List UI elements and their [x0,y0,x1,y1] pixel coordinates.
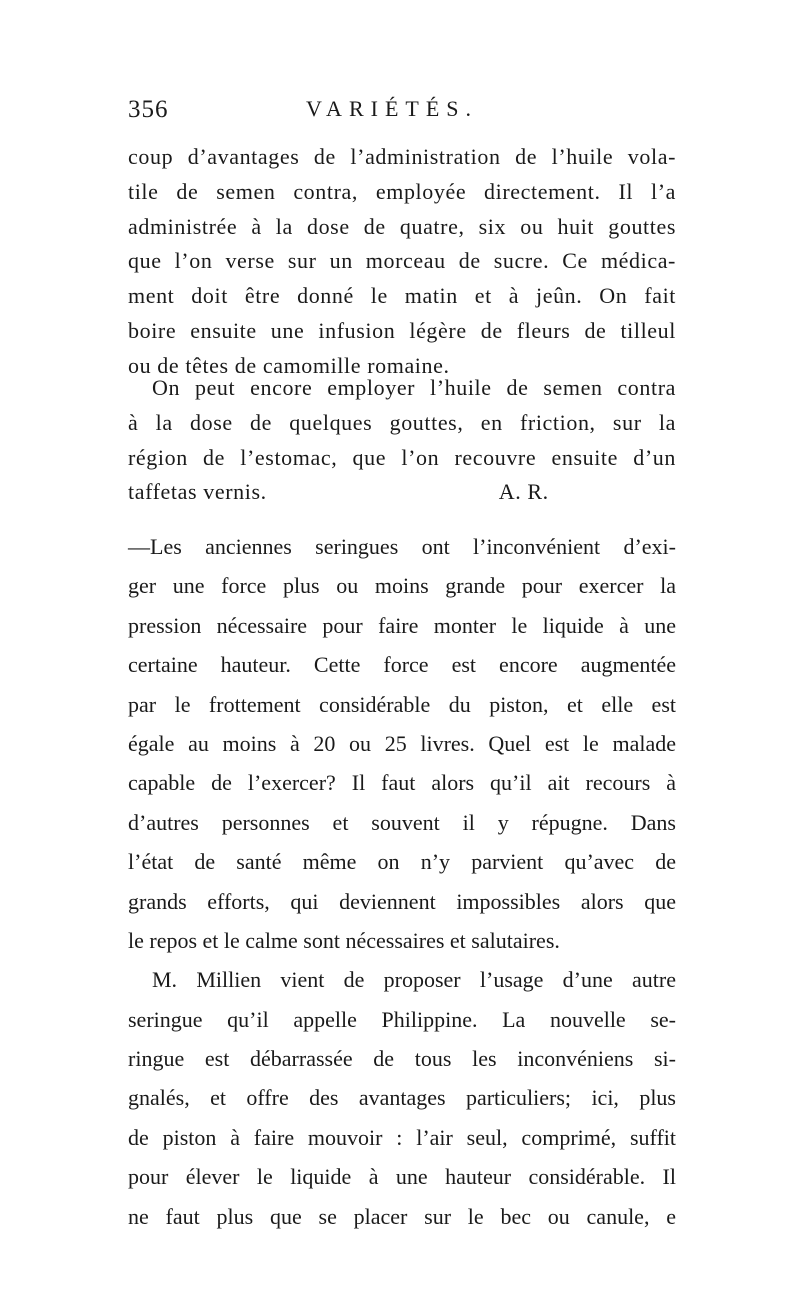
page-header [128,96,688,136]
text-line-end: taffetas vernis. [128,479,267,505]
text-line: seringue qu’il appelle Philippine. La nouvelle se- [128,1006,676,1032]
text-line: d’autres personnes et souvent il y répugne. Dans [128,809,676,835]
text-line: administrée à la dose de quatre, six ou huit gouttes [128,213,676,239]
author-signature: A. R. [498,479,549,505]
text-line: région de l’estomac, que l’on recouvre ensuite d’un [128,444,676,470]
article-seringues [128,527,676,1236]
text-line: pression nécessaire pour faire monter le liquide à une [128,612,676,638]
text-line: —Les anciennes seringues ont l’inconvénient d’exi- [128,534,676,559]
text-line: grands efforts, qui deviennent impossibles alors que [128,888,676,914]
text-line: de piston à faire mouvoir : l’air seul, comprimé, suffit [128,1124,676,1150]
text-line: M. Millien vient de proposer l’usage d’une autre [152,967,676,993]
text-line: par le frottement considérable du piston, et elle est [128,691,676,717]
text-line: l’état de santé même on n’y parvient qu’avec de [128,849,676,875]
text-line: ger une force plus ou moins grande pour exercer la [128,573,676,599]
running-head: VARIÉTÉS. [306,96,478,121]
paragraph-huile-volatile [128,140,676,384]
text-line: tile de semen contra, employée directement. Il l’a [128,178,676,204]
text-line: à la dose de quelques gouttes, en friction, sur la [128,409,676,435]
text-line: ne faut plus que se placer sur le bec ou canule, e [128,1203,676,1229]
text-line: que l’on verse sur un morceau de sucre. Ce médica- [128,248,676,274]
text-line: ment doit être donné le matin et à jeûn. On fait [128,283,676,309]
text-line-with-signature [128,475,676,510]
text-line: boire ensuite une infusion légère de fleurs de tilleul [128,317,676,343]
text-line: ringue est débarrassée de tous les inconvéniens si- [128,1046,676,1072]
text-line: ou de têtes de camomille romaine. [128,352,450,378]
text-line: pour élever le liquide à une hauteur considérable. Il [128,1164,676,1190]
text-line: égale au moins à 20 ou 25 livres. Quel est le malade [128,730,676,756]
text-line: coup d’avantages de l’administration de l’huile vola- [128,144,676,169]
text-line: gnalés, et offre des avantages particuliers; ici, plus [128,1085,676,1111]
text-line: le repos et le calme sont nécessaires et salutaires. [128,927,560,953]
paragraph-friction [128,371,676,510]
text-line: On peut encore employer l’huile de semen contra [152,375,676,400]
text-line: capable de l’exercer? Il faut alors qu’il ait recours à [128,770,676,796]
page-number: 356 [128,96,169,123]
text-line: certaine hauteur. Cette force est encore augmentée [128,652,676,678]
